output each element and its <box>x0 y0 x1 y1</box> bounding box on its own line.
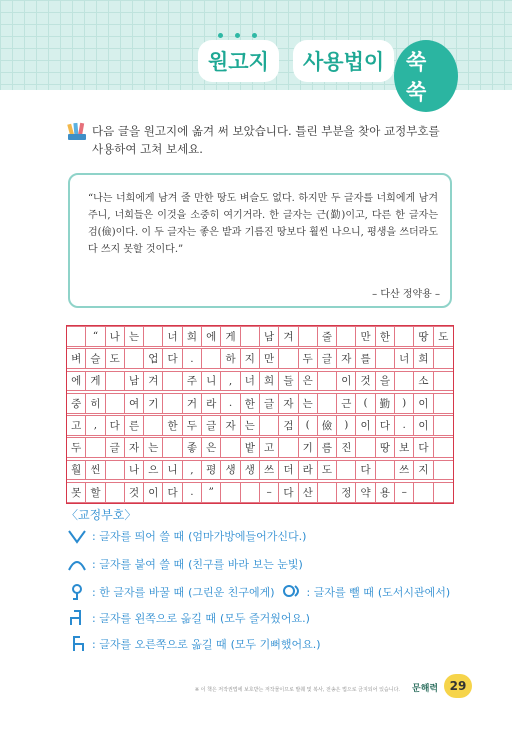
page-number: 29 <box>444 674 472 698</box>
quote-author: – 다산 정약용 – <box>372 289 440 300</box>
manuscript-cell: 쓰 <box>260 460 279 481</box>
manuscript-cell: 자 <box>221 415 240 436</box>
manuscript-cell: 남 <box>260 326 279 347</box>
manuscript-cell: 한 <box>376 326 395 347</box>
manuscript-row <box>67 437 453 458</box>
mark-text: : 글자를 붙여 쓸 때 <box>92 558 185 571</box>
manuscript-cell: – <box>395 482 414 503</box>
manuscript-cell: 너 <box>241 371 260 392</box>
manuscript-cell: ) <box>395 393 414 414</box>
manuscript-cell: , <box>183 460 202 481</box>
manuscript-cell: 한 <box>241 393 260 414</box>
manuscript-cell <box>144 415 163 436</box>
manuscript-cell: 자 <box>279 393 298 414</box>
manuscript-cell: 다 <box>414 437 433 458</box>
manuscript-cell: 슬 <box>86 348 105 369</box>
manuscript-cell: 다 <box>163 348 182 369</box>
manuscript-cell: 할 <box>86 482 105 503</box>
manuscript-cell: 너 <box>163 326 182 347</box>
title-part-2: 사용법이 <box>293 40 394 82</box>
manuscript-row <box>67 415 453 436</box>
delete-mark-icon <box>281 583 303 601</box>
manuscript-cell: 나 <box>125 460 144 481</box>
move-right-mark-icon <box>66 635 88 653</box>
manuscript-cell: 다 <box>163 482 182 503</box>
manuscript-cell <box>202 348 221 369</box>
mark-text: : 글자를 오른쪽으로 옮길 때 <box>92 638 227 651</box>
quote-text: “나는 너희에게 남겨 줄 만한 땅도 벼슬도 없다. 하지만 두 글자를 너희에게 남겨 주니, 너희들은 이것을 소중히 여기거라. 한 글자는 근(勤)이고, 다른 한 글자는 검(儉)이다. 이 두 글자는 좋은 밭과 기름진 땅보다 훨씬 나으니, 평생을 쓰더라도 다 쓰지 못할 것이다.” <box>88 193 438 255</box>
manuscript-cell: 게 <box>221 326 240 347</box>
manuscript-cell: 이 <box>337 371 356 392</box>
manuscript-cell <box>434 437 453 458</box>
manuscript-cell: ) <box>337 415 356 436</box>
manuscript-cell: ” <box>202 482 221 503</box>
manuscript-cell <box>279 348 298 369</box>
manuscript-cell: 평 <box>202 460 221 481</box>
manuscript-cell: 쓰 <box>395 460 414 481</box>
manuscript-cell: 업 <box>144 348 163 369</box>
manuscript-cell: 못 <box>67 482 86 503</box>
manuscript-cell: 에 <box>202 326 221 347</box>
manuscript-cell <box>434 460 453 481</box>
manuscript-cell: 벼 <box>67 348 86 369</box>
mark-row-join <box>66 554 303 574</box>
manuscript-cell: . <box>183 482 202 503</box>
manuscript-cell: 한 <box>163 415 182 436</box>
mark-text: : 한 글자를 바꿀 때 <box>92 586 185 599</box>
manuscript-cell <box>163 437 182 458</box>
manuscript-cell <box>106 371 125 392</box>
marks-title: 〈교정부호〉 <box>66 508 137 522</box>
manuscript-cell: 약 <box>356 482 375 503</box>
instruction-text: 다음 글을 원고지에 옮겨 써 보았습니다. 틀린 부분을 찾아 교정부호를 사용하여 고쳐 보세요. <box>92 124 440 156</box>
manuscript-cell: 희 <box>414 348 433 369</box>
manuscript-cell: 으 <box>144 460 163 481</box>
manuscript-cell <box>376 460 395 481</box>
manuscript-cell: 다 <box>106 415 125 436</box>
manuscript-cell <box>434 371 453 392</box>
manuscript-cell <box>337 326 356 347</box>
manuscript-cell: 는 <box>144 437 163 458</box>
manuscript-cell: 고 <box>260 437 279 458</box>
manuscript-cell: 름 <box>318 437 337 458</box>
manuscript-cell <box>221 482 240 503</box>
manuscript-cell: 이 <box>144 482 163 503</box>
manuscript-cell <box>434 415 453 436</box>
manuscript-cell <box>395 371 414 392</box>
manuscript-cell: ( <box>299 415 318 436</box>
manuscript-grid <box>66 325 454 504</box>
page-header <box>0 0 512 104</box>
manuscript-cell <box>414 482 433 503</box>
manuscript-cell: 두 <box>67 437 86 458</box>
mark-example: (모두 기뻐했어요.) <box>230 638 321 651</box>
manuscript-cell: 씬 <box>86 460 105 481</box>
manuscript-cell: 다 <box>279 482 298 503</box>
manuscript-cell: 기 <box>299 437 318 458</box>
manuscript-cell <box>125 348 144 369</box>
manuscript-cell: 이 <box>414 415 433 436</box>
manuscript-cell: 을 <box>376 371 395 392</box>
manuscript-cell: 은 <box>202 437 221 458</box>
manuscript-cell: 거 <box>183 393 202 414</box>
manuscript-cell: 주 <box>183 371 202 392</box>
manuscript-cell: 도 <box>318 460 337 481</box>
manuscript-cell <box>356 437 375 458</box>
manuscript-cell: 근 <box>337 393 356 414</box>
manuscript-cell: 희 <box>183 326 202 347</box>
move-left-mark-icon <box>66 609 88 627</box>
manuscript-cell: 줄 <box>318 326 337 347</box>
manuscript-cell <box>260 415 279 436</box>
page-title <box>198 40 458 104</box>
manuscript-cell <box>106 460 125 481</box>
title-part-3: 쑥쑥 <box>394 40 458 112</box>
manuscript-cell <box>144 326 163 347</box>
manuscript-cell: 니 <box>163 460 182 481</box>
manuscript-cell: . <box>395 415 414 436</box>
manuscript-cell <box>67 326 86 347</box>
manuscript-cell: “ <box>86 326 105 347</box>
manuscript-cell: 땅 <box>414 326 433 347</box>
mark-example: (도서시관에서) <box>377 586 451 599</box>
mark-example: (친구를 바라 보는 눈빛) <box>188 558 303 571</box>
manuscript-cell <box>318 371 337 392</box>
manuscript-cell: 를 <box>356 348 375 369</box>
manuscript-cell: . <box>183 348 202 369</box>
manuscript-cell: 정 <box>337 482 356 503</box>
manuscript-cell: 너 <box>395 348 414 369</box>
manuscript-cell: 들 <box>279 371 298 392</box>
title-dots <box>218 33 258 39</box>
manuscript-cell: 자 <box>125 437 144 458</box>
manuscript-cell <box>279 437 298 458</box>
manuscript-cell: 는 <box>125 326 144 347</box>
manuscript-row <box>67 326 453 347</box>
manuscript-cell: 글 <box>202 415 221 436</box>
manuscript-cell: 희 <box>260 371 279 392</box>
manuscript-cell <box>434 482 453 503</box>
copyright-note: ※ 이 책은 저작권법에 보호받는 저작물이므로 발췌 및 복사, 전송은 법으로 금지되어 있습니다. <box>194 687 400 693</box>
manuscript-cell: 땅 <box>376 437 395 458</box>
manuscript-cell: 도 <box>434 326 453 347</box>
manuscript-cell: 라 <box>299 460 318 481</box>
manuscript-cell: 보 <box>395 437 414 458</box>
manuscript-cell: 글 <box>318 348 337 369</box>
manuscript-cell <box>221 437 240 458</box>
manuscript-cell: 생 <box>241 460 260 481</box>
manuscript-cell: , <box>86 415 105 436</box>
manuscript-cell: 겨 <box>144 371 163 392</box>
manuscript-cell: 겨 <box>279 326 298 347</box>
manuscript-cell <box>163 371 182 392</box>
manuscript-cell: 지 <box>414 460 433 481</box>
manuscript-row <box>67 393 453 414</box>
mark-text: : 글자를 왼쪽으로 옮길 때 <box>92 612 216 625</box>
title-part-1: 원고지 <box>198 40 279 82</box>
manuscript-cell: 훨 <box>67 460 86 481</box>
manuscript-cell <box>163 393 182 414</box>
manuscript-cell <box>86 437 105 458</box>
manuscript-cell: 이 <box>414 393 433 414</box>
mark-row-replace-delete <box>66 582 450 602</box>
manuscript-cell: 산 <box>299 482 318 503</box>
manuscript-cell: 다 <box>356 460 375 481</box>
space-mark-icon <box>66 527 88 545</box>
manuscript-row <box>67 482 453 503</box>
manuscript-cell <box>106 482 125 503</box>
manuscript-cell <box>241 326 260 347</box>
manuscript-cell: 것 <box>356 371 375 392</box>
manuscript-cell: 만 <box>356 326 375 347</box>
manuscript-row <box>67 371 453 392</box>
manuscript-cell: 진 <box>337 437 356 458</box>
manuscript-cell: 이 <box>356 415 375 436</box>
manuscript-cell <box>434 348 453 369</box>
mark-example: (그린운 친구에게) <box>188 586 275 599</box>
mark-example: (모두 즐거웠어요.) <box>219 612 310 625</box>
manuscript-cell: 지 <box>241 348 260 369</box>
manuscript-cell: 은 <box>299 371 318 392</box>
manuscript-cell: 하 <box>221 348 240 369</box>
manuscript-cell: 좋 <box>183 437 202 458</box>
join-mark-icon <box>66 555 88 573</box>
manuscript-cell <box>299 326 318 347</box>
manuscript-cell: 고 <box>67 415 86 436</box>
manuscript-cell: 勤 <box>376 393 395 414</box>
manuscript-cell: 른 <box>125 415 144 436</box>
manuscript-cell: , <box>221 371 240 392</box>
manuscript-cell: 는 <box>299 393 318 414</box>
manuscript-cell: ( <box>356 393 375 414</box>
manuscript-cell: 여 <box>125 393 144 414</box>
brand-label: 문해력 <box>412 684 439 694</box>
manuscript-cell: 용 <box>376 482 395 503</box>
manuscript-cell: 만 <box>260 348 279 369</box>
manuscript-cell: 기 <box>144 393 163 414</box>
manuscript-cell: 게 <box>86 371 105 392</box>
manuscript-cell: 생 <box>221 460 240 481</box>
manuscript-cell: 라 <box>202 393 221 414</box>
manuscript-cell: 니 <box>202 371 221 392</box>
manuscript-cell: 글 <box>106 437 125 458</box>
manuscript-cell <box>106 393 125 414</box>
manuscript-cell: 에 <box>67 371 86 392</box>
manuscript-cell: – <box>260 482 279 503</box>
manuscript-cell: . <box>221 393 240 414</box>
manuscript-cell: 는 <box>241 415 260 436</box>
pencil-icon <box>66 120 88 142</box>
manuscript-cell: 중 <box>67 393 86 414</box>
manuscript-cell <box>318 393 337 414</box>
manuscript-cell: 검 <box>279 415 298 436</box>
manuscript-cell: 히 <box>86 393 105 414</box>
manuscript-cell <box>318 482 337 503</box>
manuscript-cell <box>434 393 453 414</box>
manuscript-cell: 글 <box>260 393 279 414</box>
mark-row-move-right <box>66 634 321 654</box>
manuscript-cell <box>395 326 414 347</box>
manuscript-cell <box>241 482 260 503</box>
mark-row-space <box>66 526 306 546</box>
manuscript-cell <box>376 348 395 369</box>
manuscript-cell: 남 <box>125 371 144 392</box>
manuscript-cell: 도 <box>106 348 125 369</box>
mark-row-move-left <box>66 608 310 628</box>
mark-text: : 글자를 띄어 쓸 때 <box>92 530 185 543</box>
manuscript-cell <box>337 460 356 481</box>
manuscript-cell: 소 <box>414 371 433 392</box>
manuscript-cell: 밭 <box>241 437 260 458</box>
manuscript-cell: 더 <box>279 460 298 481</box>
manuscript-cell: 자 <box>337 348 356 369</box>
mark-text: : 글자를 뺄 때 <box>306 586 374 599</box>
manuscript-cell: 儉 <box>318 415 337 436</box>
manuscript-cell: 다 <box>376 415 395 436</box>
replace-mark-icon <box>66 583 88 601</box>
manuscript-cell: 것 <box>125 482 144 503</box>
manuscript-cell: 두 <box>299 348 318 369</box>
manuscript-cell: 나 <box>106 326 125 347</box>
manuscript-row <box>67 460 453 481</box>
manuscript-row <box>67 348 453 369</box>
manuscript-cell: 두 <box>183 415 202 436</box>
mark-example: (엄마가방에들어가신다.) <box>188 530 307 543</box>
